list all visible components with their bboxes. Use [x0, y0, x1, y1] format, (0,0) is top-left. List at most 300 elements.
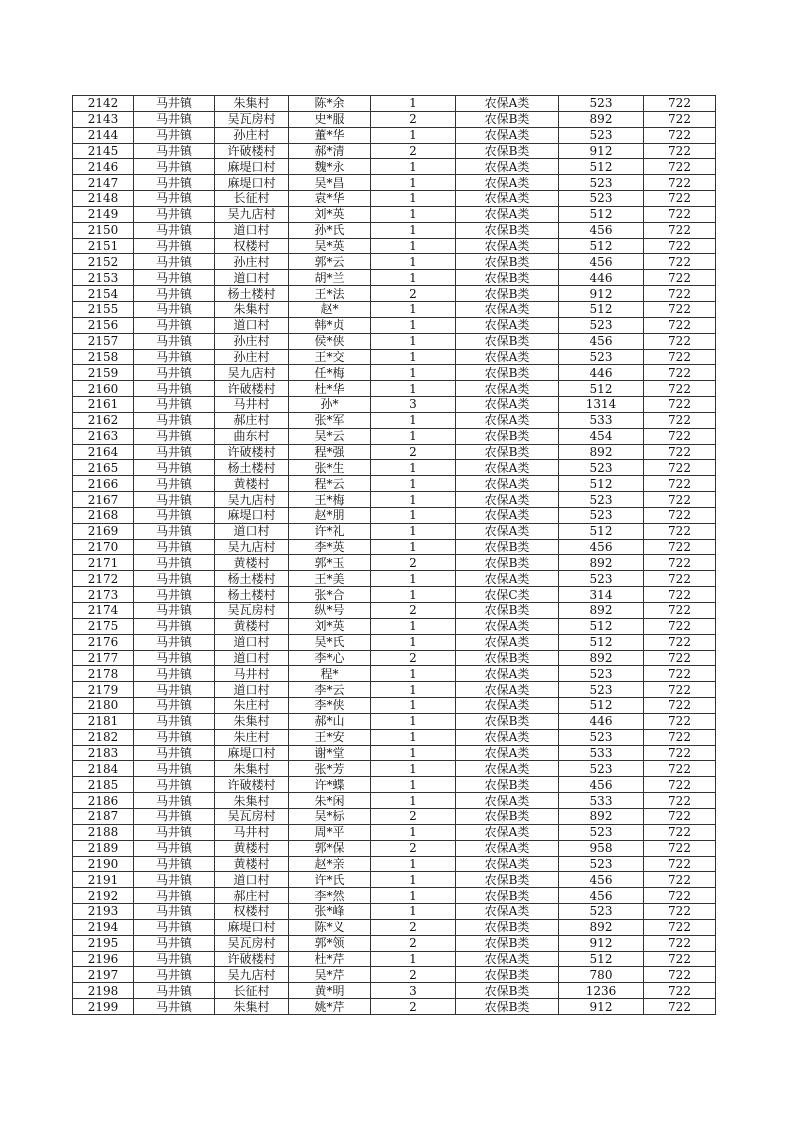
name-cell: 王*美 — [289, 571, 371, 587]
household-count-cell: 2 — [371, 919, 456, 935]
table-row — [73, 951, 716, 967]
town-cell: 马井镇 — [134, 745, 215, 761]
name-cell: 赵*朋 — [289, 507, 371, 523]
household-count-cell: 1 — [371, 349, 456, 365]
table-row — [73, 603, 716, 619]
insurance-type-cell: 农保A类 — [456, 824, 559, 840]
row-number-cell: 2158 — [73, 349, 134, 365]
village-cell: 马井村 — [215, 397, 289, 413]
table-row — [73, 840, 716, 856]
household-count-cell: 2 — [371, 967, 456, 983]
town-cell: 马井镇 — [134, 523, 215, 539]
name-cell: 张*军 — [289, 412, 371, 428]
standard-cell: 722 — [644, 428, 716, 444]
table-row — [73, 460, 716, 476]
standard-cell: 722 — [644, 793, 716, 809]
household-count-cell: 1 — [371, 777, 456, 793]
name-cell: 李*云 — [289, 682, 371, 698]
row-number-cell: 2183 — [73, 745, 134, 761]
row-number-cell: 2195 — [73, 935, 134, 951]
name-cell: 侯*侠 — [289, 333, 371, 349]
insurance-type-cell: 农保B类 — [456, 333, 559, 349]
household-count-cell: 2 — [371, 603, 456, 619]
table-row — [73, 111, 716, 127]
amount-cell: 533 — [559, 412, 644, 428]
standard-cell: 722 — [644, 824, 716, 840]
village-cell: 杨土楼村 — [215, 460, 289, 476]
standard-cell: 722 — [644, 365, 716, 381]
name-cell: 王*法 — [289, 286, 371, 302]
town-cell: 马井镇 — [134, 143, 215, 159]
row-number-cell: 2146 — [73, 159, 134, 175]
standard-cell: 722 — [644, 301, 716, 317]
row-number-cell: 2142 — [73, 96, 134, 112]
village-cell: 许破楼村 — [215, 381, 289, 397]
table-row — [73, 492, 716, 508]
insurance-type-cell: 农保B类 — [456, 713, 559, 729]
name-cell: 郭*保 — [289, 840, 371, 856]
table-row — [73, 238, 716, 254]
row-number-cell: 2164 — [73, 444, 134, 460]
village-cell: 许破楼村 — [215, 444, 289, 460]
standard-cell: 722 — [644, 967, 716, 983]
insurance-type-cell: 农保A类 — [456, 793, 559, 809]
village-cell: 朱庄村 — [215, 729, 289, 745]
standard-cell: 722 — [644, 523, 716, 539]
table-row — [73, 618, 716, 634]
town-cell: 马井镇 — [134, 159, 215, 175]
table-row — [73, 967, 716, 983]
insurance-type-cell: 农保A类 — [456, 745, 559, 761]
name-cell: 董*华 — [289, 127, 371, 143]
table-row — [73, 444, 716, 460]
village-cell: 吴九店村 — [215, 492, 289, 508]
name-cell: 郝*山 — [289, 713, 371, 729]
household-count-cell: 1 — [371, 713, 456, 729]
household-count-cell: 2 — [371, 286, 456, 302]
amount-cell: 892 — [559, 555, 644, 571]
insurance-type-cell: 农保A类 — [456, 492, 559, 508]
household-count-cell: 1 — [371, 872, 456, 888]
amount-cell: 446 — [559, 713, 644, 729]
village-cell: 吴九店村 — [215, 967, 289, 983]
town-cell: 马井镇 — [134, 238, 215, 254]
name-cell: 陈*义 — [289, 919, 371, 935]
insurance-type-cell: 农保A类 — [456, 682, 559, 698]
village-cell: 郝庄村 — [215, 412, 289, 428]
standard-cell: 722 — [644, 333, 716, 349]
village-cell: 道口村 — [215, 650, 289, 666]
row-number-cell: 2186 — [73, 793, 134, 809]
household-count-cell: 1 — [371, 951, 456, 967]
name-cell: 孙*氏 — [289, 222, 371, 238]
household-count-cell: 1 — [371, 476, 456, 492]
insurance-type-cell: 农保B类 — [456, 270, 559, 286]
town-cell: 马井镇 — [134, 444, 215, 460]
name-cell: 吴*云 — [289, 428, 371, 444]
name-cell: 吴*标 — [289, 808, 371, 824]
amount-cell: 892 — [559, 919, 644, 935]
village-cell: 吴瓦房村 — [215, 603, 289, 619]
standard-cell: 722 — [644, 999, 716, 1015]
name-cell: 郭*玉 — [289, 555, 371, 571]
name-cell: 魏*永 — [289, 159, 371, 175]
household-count-cell: 1 — [371, 254, 456, 270]
standard-cell: 722 — [644, 808, 716, 824]
name-cell: 李*心 — [289, 650, 371, 666]
insurance-type-cell: 农保B类 — [456, 428, 559, 444]
amount-cell: 512 — [559, 301, 644, 317]
village-cell: 朱集村 — [215, 793, 289, 809]
town-cell: 马井镇 — [134, 999, 215, 1015]
household-count-cell: 1 — [371, 270, 456, 286]
standard-cell: 722 — [644, 666, 716, 682]
row-number-cell: 2180 — [73, 698, 134, 714]
table-row — [73, 301, 716, 317]
amount-cell: 512 — [559, 238, 644, 254]
village-cell: 吴瓦房村 — [215, 935, 289, 951]
name-cell: 谢*堂 — [289, 745, 371, 761]
table-row — [73, 222, 716, 238]
table-row — [73, 666, 716, 682]
village-cell: 郝庄村 — [215, 888, 289, 904]
insurance-type-cell: 农保A类 — [456, 301, 559, 317]
amount-cell: 523 — [559, 571, 644, 587]
amount-cell: 446 — [559, 270, 644, 286]
name-cell: 张*合 — [289, 587, 371, 603]
amount-cell: 912 — [559, 143, 644, 159]
standard-cell: 722 — [644, 222, 716, 238]
amount-cell: 958 — [559, 840, 644, 856]
town-cell: 马井镇 — [134, 666, 215, 682]
village-cell: 道口村 — [215, 222, 289, 238]
amount-cell: 523 — [559, 317, 644, 333]
amount-cell: 523 — [559, 460, 644, 476]
standard-cell: 722 — [644, 634, 716, 650]
amount-cell: 523 — [559, 507, 644, 523]
town-cell: 马井镇 — [134, 175, 215, 191]
row-number-cell: 2157 — [73, 333, 134, 349]
row-number-cell: 2161 — [73, 397, 134, 413]
name-cell: 黄*明 — [289, 983, 371, 999]
row-number-cell: 2172 — [73, 571, 134, 587]
insurance-type-cell: 农保A类 — [456, 666, 559, 682]
standard-cell: 722 — [644, 460, 716, 476]
amount-cell: 523 — [559, 492, 644, 508]
household-count-cell: 1 — [371, 381, 456, 397]
town-cell: 马井镇 — [134, 840, 215, 856]
town-cell: 马井镇 — [134, 476, 215, 492]
household-count-cell: 1 — [371, 888, 456, 904]
name-cell: 赵* — [289, 301, 371, 317]
amount-cell: 456 — [559, 872, 644, 888]
table-row — [73, 888, 716, 904]
table-row — [73, 428, 716, 444]
standard-cell: 722 — [644, 603, 716, 619]
name-cell: 吴*英 — [289, 238, 371, 254]
amount-cell: 523 — [559, 824, 644, 840]
amount-cell: 523 — [559, 191, 644, 207]
standard-cell: 722 — [644, 238, 716, 254]
table-row — [73, 175, 716, 191]
table-row — [73, 349, 716, 365]
row-number-cell: 2152 — [73, 254, 134, 270]
standard-cell: 722 — [644, 935, 716, 951]
row-number-cell: 2194 — [73, 919, 134, 935]
standard-cell: 722 — [644, 96, 716, 112]
standard-cell: 722 — [644, 777, 716, 793]
insurance-type-cell: 农保A类 — [456, 349, 559, 365]
household-count-cell: 1 — [371, 127, 456, 143]
table-row — [73, 904, 716, 920]
name-cell: 朱*闲 — [289, 793, 371, 809]
name-cell: 刘*英 — [289, 618, 371, 634]
table-row — [73, 761, 716, 777]
name-cell: 任*梅 — [289, 365, 371, 381]
amount-cell: 512 — [559, 523, 644, 539]
town-cell: 马井镇 — [134, 603, 215, 619]
amount-cell: 523 — [559, 96, 644, 112]
name-cell: 刘*英 — [289, 206, 371, 222]
standard-cell: 722 — [644, 919, 716, 935]
standard-cell: 722 — [644, 713, 716, 729]
name-cell: 王*交 — [289, 349, 371, 365]
amount-cell: 1236 — [559, 983, 644, 999]
standard-cell: 722 — [644, 888, 716, 904]
standard-cell: 722 — [644, 270, 716, 286]
standard-cell: 722 — [644, 761, 716, 777]
row-number-cell: 2160 — [73, 381, 134, 397]
insurance-type-cell: 农保A类 — [456, 460, 559, 476]
town-cell: 马井镇 — [134, 191, 215, 207]
standard-cell: 722 — [644, 618, 716, 634]
table-row — [73, 254, 716, 270]
insurance-type-cell: 农保A类 — [456, 729, 559, 745]
standard-cell: 722 — [644, 191, 716, 207]
town-cell: 马井镇 — [134, 349, 215, 365]
row-number-cell: 2171 — [73, 555, 134, 571]
household-count-cell: 1 — [371, 618, 456, 634]
insurance-type-cell: 农保A类 — [456, 397, 559, 413]
household-count-cell: 1 — [371, 175, 456, 191]
table-row — [73, 191, 716, 207]
row-number-cell: 2151 — [73, 238, 134, 254]
amount-cell: 1314 — [559, 397, 644, 413]
amount-cell: 892 — [559, 603, 644, 619]
household-count-cell: 1 — [371, 159, 456, 175]
insurance-type-cell: 农保B类 — [456, 222, 559, 238]
standard-cell: 722 — [644, 397, 716, 413]
amount-cell: 456 — [559, 888, 644, 904]
village-cell: 朱集村 — [215, 96, 289, 112]
village-cell: 许破楼村 — [215, 951, 289, 967]
standard-cell: 722 — [644, 872, 716, 888]
amount-cell: 456 — [559, 539, 644, 555]
village-cell: 孙庄村 — [215, 333, 289, 349]
standard-cell: 722 — [644, 159, 716, 175]
name-cell: 韩*贞 — [289, 317, 371, 333]
village-cell: 黄楼村 — [215, 555, 289, 571]
village-cell: 道口村 — [215, 317, 289, 333]
row-number-cell: 2184 — [73, 761, 134, 777]
household-count-cell: 1 — [371, 682, 456, 698]
table-row — [73, 872, 716, 888]
standard-cell: 722 — [644, 412, 716, 428]
row-number-cell: 2147 — [73, 175, 134, 191]
town-cell: 马井镇 — [134, 587, 215, 603]
town-cell: 马井镇 — [134, 713, 215, 729]
insurance-type-cell: 农保B类 — [456, 143, 559, 159]
table-row — [73, 286, 716, 302]
household-count-cell: 2 — [371, 840, 456, 856]
village-cell: 黄楼村 — [215, 840, 289, 856]
insurance-type-cell: 农保B类 — [456, 286, 559, 302]
insurance-type-cell: 农保B类 — [456, 111, 559, 127]
household-count-cell: 1 — [371, 365, 456, 381]
row-number-cell: 2153 — [73, 270, 134, 286]
standard-cell: 722 — [644, 381, 716, 397]
row-number-cell: 2155 — [73, 301, 134, 317]
row-number-cell: 2149 — [73, 206, 134, 222]
standard-cell: 722 — [644, 317, 716, 333]
town-cell: 马井镇 — [134, 698, 215, 714]
insurance-type-cell: 农保B类 — [456, 777, 559, 793]
amount-cell: 512 — [559, 618, 644, 634]
insurance-type-cell: 农保B类 — [456, 650, 559, 666]
row-number-cell: 2179 — [73, 682, 134, 698]
table-row — [73, 682, 716, 698]
amount-cell: 892 — [559, 808, 644, 824]
village-cell: 朱庄村 — [215, 698, 289, 714]
household-count-cell: 1 — [371, 460, 456, 476]
table-row — [73, 919, 716, 935]
village-cell: 吴九店村 — [215, 365, 289, 381]
standard-cell: 722 — [644, 650, 716, 666]
household-count-cell: 1 — [371, 317, 456, 333]
name-cell: 陈*余 — [289, 96, 371, 112]
village-cell: 道口村 — [215, 872, 289, 888]
name-cell: 王*安 — [289, 729, 371, 745]
insurance-type-cell: 农保A类 — [456, 856, 559, 872]
village-cell: 朱集村 — [215, 713, 289, 729]
village-cell: 黄楼村 — [215, 618, 289, 634]
standard-cell: 722 — [644, 476, 716, 492]
insurance-type-cell: 农保B类 — [456, 603, 559, 619]
village-cell: 吴九店村 — [215, 206, 289, 222]
name-cell: 张*生 — [289, 460, 371, 476]
row-number-cell: 2159 — [73, 365, 134, 381]
row-number-cell: 2185 — [73, 777, 134, 793]
amount-cell: 892 — [559, 650, 644, 666]
amount-cell: 512 — [559, 206, 644, 222]
name-cell: 周*平 — [289, 824, 371, 840]
insurance-type-cell: 农保B类 — [456, 808, 559, 824]
insurance-type-cell: 农保A类 — [456, 191, 559, 207]
name-cell: 杜*芹 — [289, 951, 371, 967]
town-cell: 马井镇 — [134, 539, 215, 555]
amount-cell: 533 — [559, 793, 644, 809]
amount-cell: 523 — [559, 175, 644, 191]
insurance-type-cell: 农保A类 — [456, 507, 559, 523]
town-cell: 马井镇 — [134, 824, 215, 840]
amount-cell: 523 — [559, 682, 644, 698]
row-number-cell: 2192 — [73, 888, 134, 904]
roster-table-body — [73, 96, 716, 1015]
town-cell: 马井镇 — [134, 634, 215, 650]
name-cell: 史*服 — [289, 111, 371, 127]
standard-cell: 722 — [644, 111, 716, 127]
amount-cell: 912 — [559, 286, 644, 302]
insurance-type-cell: 农保A类 — [456, 412, 559, 428]
household-count-cell: 1 — [371, 333, 456, 349]
name-cell: 孙* — [289, 397, 371, 413]
town-cell: 马井镇 — [134, 286, 215, 302]
standard-cell: 722 — [644, 856, 716, 872]
insurance-type-cell: 农保B类 — [456, 254, 559, 270]
amount-cell: 523 — [559, 729, 644, 745]
table-row — [73, 587, 716, 603]
household-count-cell: 2 — [371, 999, 456, 1015]
town-cell: 马井镇 — [134, 460, 215, 476]
household-count-cell: 3 — [371, 397, 456, 413]
village-cell: 孙庄村 — [215, 254, 289, 270]
town-cell: 马井镇 — [134, 777, 215, 793]
row-number-cell: 2191 — [73, 872, 134, 888]
amount-cell: 446 — [559, 365, 644, 381]
town-cell: 马井镇 — [134, 650, 215, 666]
standard-cell: 722 — [644, 745, 716, 761]
town-cell: 马井镇 — [134, 428, 215, 444]
row-number-cell: 2143 — [73, 111, 134, 127]
household-count-cell: 1 — [371, 666, 456, 682]
household-count-cell: 1 — [371, 793, 456, 809]
standard-cell: 722 — [644, 951, 716, 967]
town-cell: 马井镇 — [134, 571, 215, 587]
household-count-cell: 2 — [371, 650, 456, 666]
amount-cell: 892 — [559, 111, 644, 127]
town-cell: 马井镇 — [134, 761, 215, 777]
amount-cell: 533 — [559, 745, 644, 761]
town-cell: 马井镇 — [134, 935, 215, 951]
row-number-cell: 2169 — [73, 523, 134, 539]
name-cell: 袁*华 — [289, 191, 371, 207]
table-row — [73, 523, 716, 539]
village-cell: 麻堤口村 — [215, 159, 289, 175]
village-cell: 马井村 — [215, 666, 289, 682]
name-cell: 许*礼 — [289, 523, 371, 539]
household-count-cell: 1 — [371, 428, 456, 444]
town-cell: 马井镇 — [134, 270, 215, 286]
name-cell: 张*芳 — [289, 761, 371, 777]
town-cell: 马井镇 — [134, 808, 215, 824]
table-row — [73, 698, 716, 714]
standard-cell: 722 — [644, 143, 716, 159]
row-number-cell: 2168 — [73, 507, 134, 523]
village-cell: 许破楼村 — [215, 777, 289, 793]
insurance-type-cell: 农保B类 — [456, 365, 559, 381]
insurance-type-cell: 农保A类 — [456, 175, 559, 191]
table-row — [73, 856, 716, 872]
insurance-type-cell: 农保A类 — [456, 476, 559, 492]
town-cell: 马井镇 — [134, 397, 215, 413]
row-number-cell: 2167 — [73, 492, 134, 508]
row-number-cell: 2197 — [73, 967, 134, 983]
insurance-type-cell: 农保B类 — [456, 967, 559, 983]
standard-cell: 722 — [644, 254, 716, 270]
amount-cell: 512 — [559, 634, 644, 650]
household-count-cell: 1 — [371, 96, 456, 112]
amount-cell: 512 — [559, 951, 644, 967]
